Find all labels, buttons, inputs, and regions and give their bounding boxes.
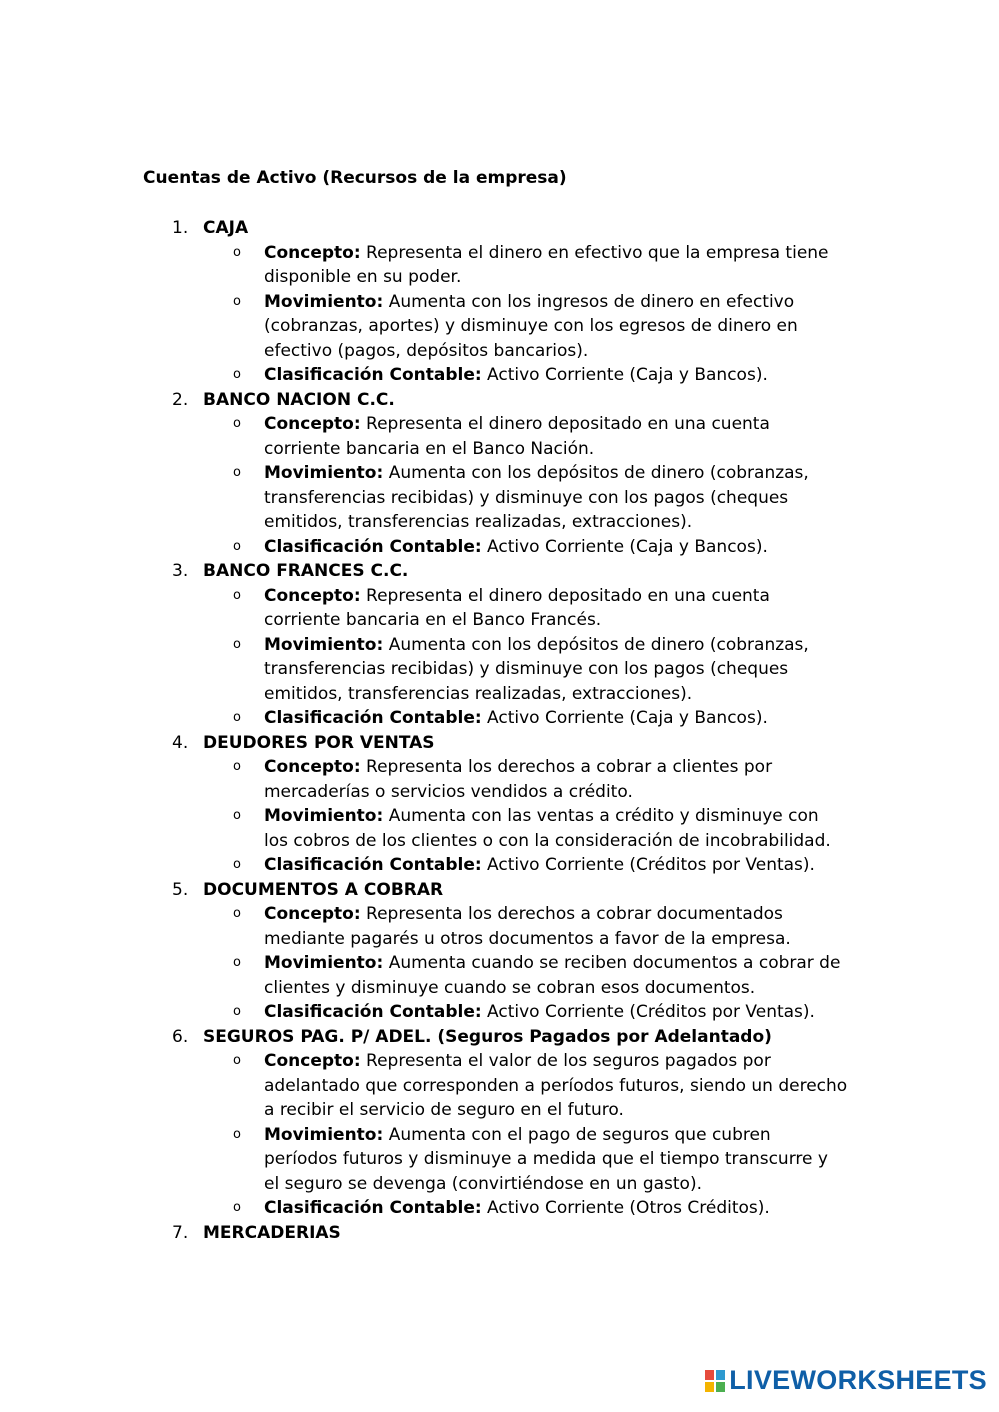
circle-bullet-icon: o (233, 538, 241, 554)
point-label: Concepto: (264, 904, 361, 924)
account-point (0, 755, 848, 804)
point-text: Aumenta con los ingresos de dinero en efectivo (cobranzas, aportes) y disminuye con los egresos de dinero en efectivo (pagos, depósitos bancarios). (264, 291, 798, 361)
account-point (0, 412, 848, 461)
account-heading (0, 1221, 999, 1246)
point-label: Clasificación Contable: (264, 708, 482, 728)
account-point (0, 804, 848, 853)
circle-bullet-icon: o (233, 416, 241, 431)
point-text: Representa los derechos a cobrar documentados mediante pagarés u otros documentos a favor de la empresa. (264, 904, 791, 949)
circle-bullet-icon: o (233, 955, 241, 970)
point-label: Movimiento: (264, 634, 384, 655)
account-heading (0, 216, 999, 241)
account-point (0, 902, 848, 951)
account-item (0, 731, 999, 878)
circle-bullet-icon: o (233, 857, 241, 872)
circle-bullet-icon: o (233, 244, 241, 260)
circle-bullet-icon: o (233, 636, 241, 652)
account-heading (0, 559, 999, 584)
account-point (0, 584, 848, 633)
account-heading (0, 1025, 999, 1050)
point-text: Aumenta con los depósitos de dinero (cobranzas, transferencias recibidas) y disminuye con los pagos (cheques emitidos, transferencias realizadas, extracciones). (264, 634, 809, 704)
point-text: Aumenta cuando se reciben documentos a cobrar de clientes y disminuye cuando se cobran esos documentos. (264, 953, 841, 998)
point-text: Activo Corriente (Créditos por Ventas). (481, 855, 815, 875)
account-item (0, 1221, 999, 1246)
account-point (0, 706, 848, 731)
account-point (0, 853, 848, 878)
point-label: Movimiento: (264, 463, 384, 483)
account-name: SEGUROS PAG. P/ ADEL. (Seguros Pagados por Adelantado) (203, 1026, 772, 1047)
liveworksheets-watermark (705, 1365, 987, 1396)
account-points (0, 412, 999, 559)
circle-bullet-icon: o (233, 906, 241, 921)
account-number: 5. (172, 879, 189, 900)
circle-bullet-icon: o (233, 1126, 241, 1142)
circle-bullet-icon: o (233, 1053, 241, 1068)
accounts-list (0, 216, 999, 1245)
account-item (0, 1025, 999, 1221)
circle-bullet-icon: o (233, 587, 241, 603)
account-name: MERCADERIAS (203, 1222, 341, 1243)
account-item (0, 216, 999, 388)
circle-bullet-icon: o (233, 367, 241, 382)
point-text: Aumenta con los depósitos de dinero (cobranzas, transferencias recibidas) y disminuye con los pagos (cheques emitidos, transferencias realizadas, extracciones). (264, 463, 809, 532)
point-text: Activo Corriente (Otros Créditos). (481, 1198, 770, 1218)
point-label: Concepto: (264, 757, 361, 777)
point-text: Activo Corriente (Caja y Bancos). (481, 708, 768, 728)
account-point (0, 1000, 848, 1025)
point-text: Activo Corriente (Caja y Bancos). (481, 536, 768, 557)
account-number: 7. (172, 1222, 189, 1243)
account-point (0, 1049, 848, 1123)
point-label: Movimiento: (264, 953, 384, 973)
circle-bullet-icon: o (233, 293, 241, 309)
point-label: Clasificación Contable: (264, 365, 482, 385)
circle-bullet-icon: o (233, 1200, 241, 1215)
account-point (0, 461, 848, 535)
circle-bullet-icon: o (233, 710, 241, 725)
point-label: Movimiento: (264, 806, 384, 826)
account-item (0, 559, 999, 731)
point-text: Representa el valor de los seguros pagados por adelantado que corresponden a períodos futuros, siendo un derecho a recibir el servicio de seguro en el futuro. (264, 1051, 848, 1120)
account-number: 6. (172, 1026, 189, 1047)
account-name: DEUDORES POR VENTAS (203, 732, 435, 753)
account-number: 3. (172, 561, 189, 581)
account-heading (0, 388, 999, 413)
account-name: BANCO FRANCES C.C. (203, 561, 409, 581)
liveworksheets-logo-icon (705, 1370, 725, 1392)
account-points (0, 584, 999, 731)
circle-bullet-icon: o (233, 759, 241, 774)
circle-bullet-icon: o (233, 808, 241, 823)
account-points (0, 241, 999, 388)
point-label: Clasificación Contable: (264, 1002, 482, 1022)
point-label: Clasificación Contable: (264, 1198, 482, 1218)
account-item (0, 388, 999, 560)
point-label: Movimiento: (264, 291, 384, 312)
point-text: Representa el dinero en efectivo que la empresa tiene disponible en su poder. (264, 242, 829, 287)
account-points (0, 755, 999, 878)
point-label: Concepto: (264, 1051, 361, 1071)
account-heading (0, 731, 999, 756)
account-points (0, 902, 999, 1025)
account-point (0, 241, 848, 290)
account-heading (0, 878, 999, 903)
account-item (0, 878, 999, 1025)
point-label: Clasificación Contable: (264, 536, 482, 557)
point-label: Clasificación Contable: (264, 855, 482, 875)
account-number: 4. (172, 732, 189, 753)
point-text: Aumenta con el pago de seguros que cubren períodos futuros y disminuye a medida que el tiempo transcurre y el seguro se devenga (convirtiéndose en un gasto). (264, 1124, 828, 1194)
account-point (0, 1196, 848, 1221)
point-text: Activo Corriente (Caja y Bancos). (481, 365, 768, 385)
account-points (0, 1049, 999, 1221)
account-name: CAJA (203, 218, 249, 238)
point-label: Movimiento: (264, 1124, 384, 1145)
account-point (0, 290, 848, 364)
account-point (0, 633, 848, 707)
account-point (0, 951, 848, 1000)
page-title: Cuentas de Activo (Recursos de la empresa) (143, 168, 567, 188)
watermark-text: LIVEWORKSHEETS (729, 1365, 987, 1395)
point-text: Representa el dinero depositado en una cuenta corriente bancaria en el Banco Francés. (264, 585, 770, 630)
point-label: Concepto: (264, 585, 361, 606)
point-text: Activo Corriente (Créditos por Ventas). (481, 1002, 815, 1022)
account-point (0, 1123, 848, 1197)
account-point (0, 535, 848, 560)
account-point (0, 363, 848, 388)
point-label: Concepto: (264, 414, 361, 434)
circle-bullet-icon: o (233, 1004, 241, 1019)
circle-bullet-icon: o (233, 465, 241, 480)
point-text: Representa los derechos a cobrar a clientes por mercaderías o servicios vendidos a crédito. (264, 757, 773, 802)
point-label: Concepto: (264, 242, 361, 263)
point-text: Aumenta con las ventas a crédito y disminuye con los cobros de los clientes o con la consideración de incobrabilidad. (264, 806, 831, 851)
account-name: BANCO NACION C.C. (203, 389, 395, 410)
account-number: 1. (172, 218, 189, 238)
point-text: Representa el dinero depositado en una cuenta corriente bancaria en el Banco Nación. (264, 414, 770, 459)
account-number: 2. (172, 389, 189, 410)
account-name: DOCUMENTOS A COBRAR (203, 879, 444, 900)
